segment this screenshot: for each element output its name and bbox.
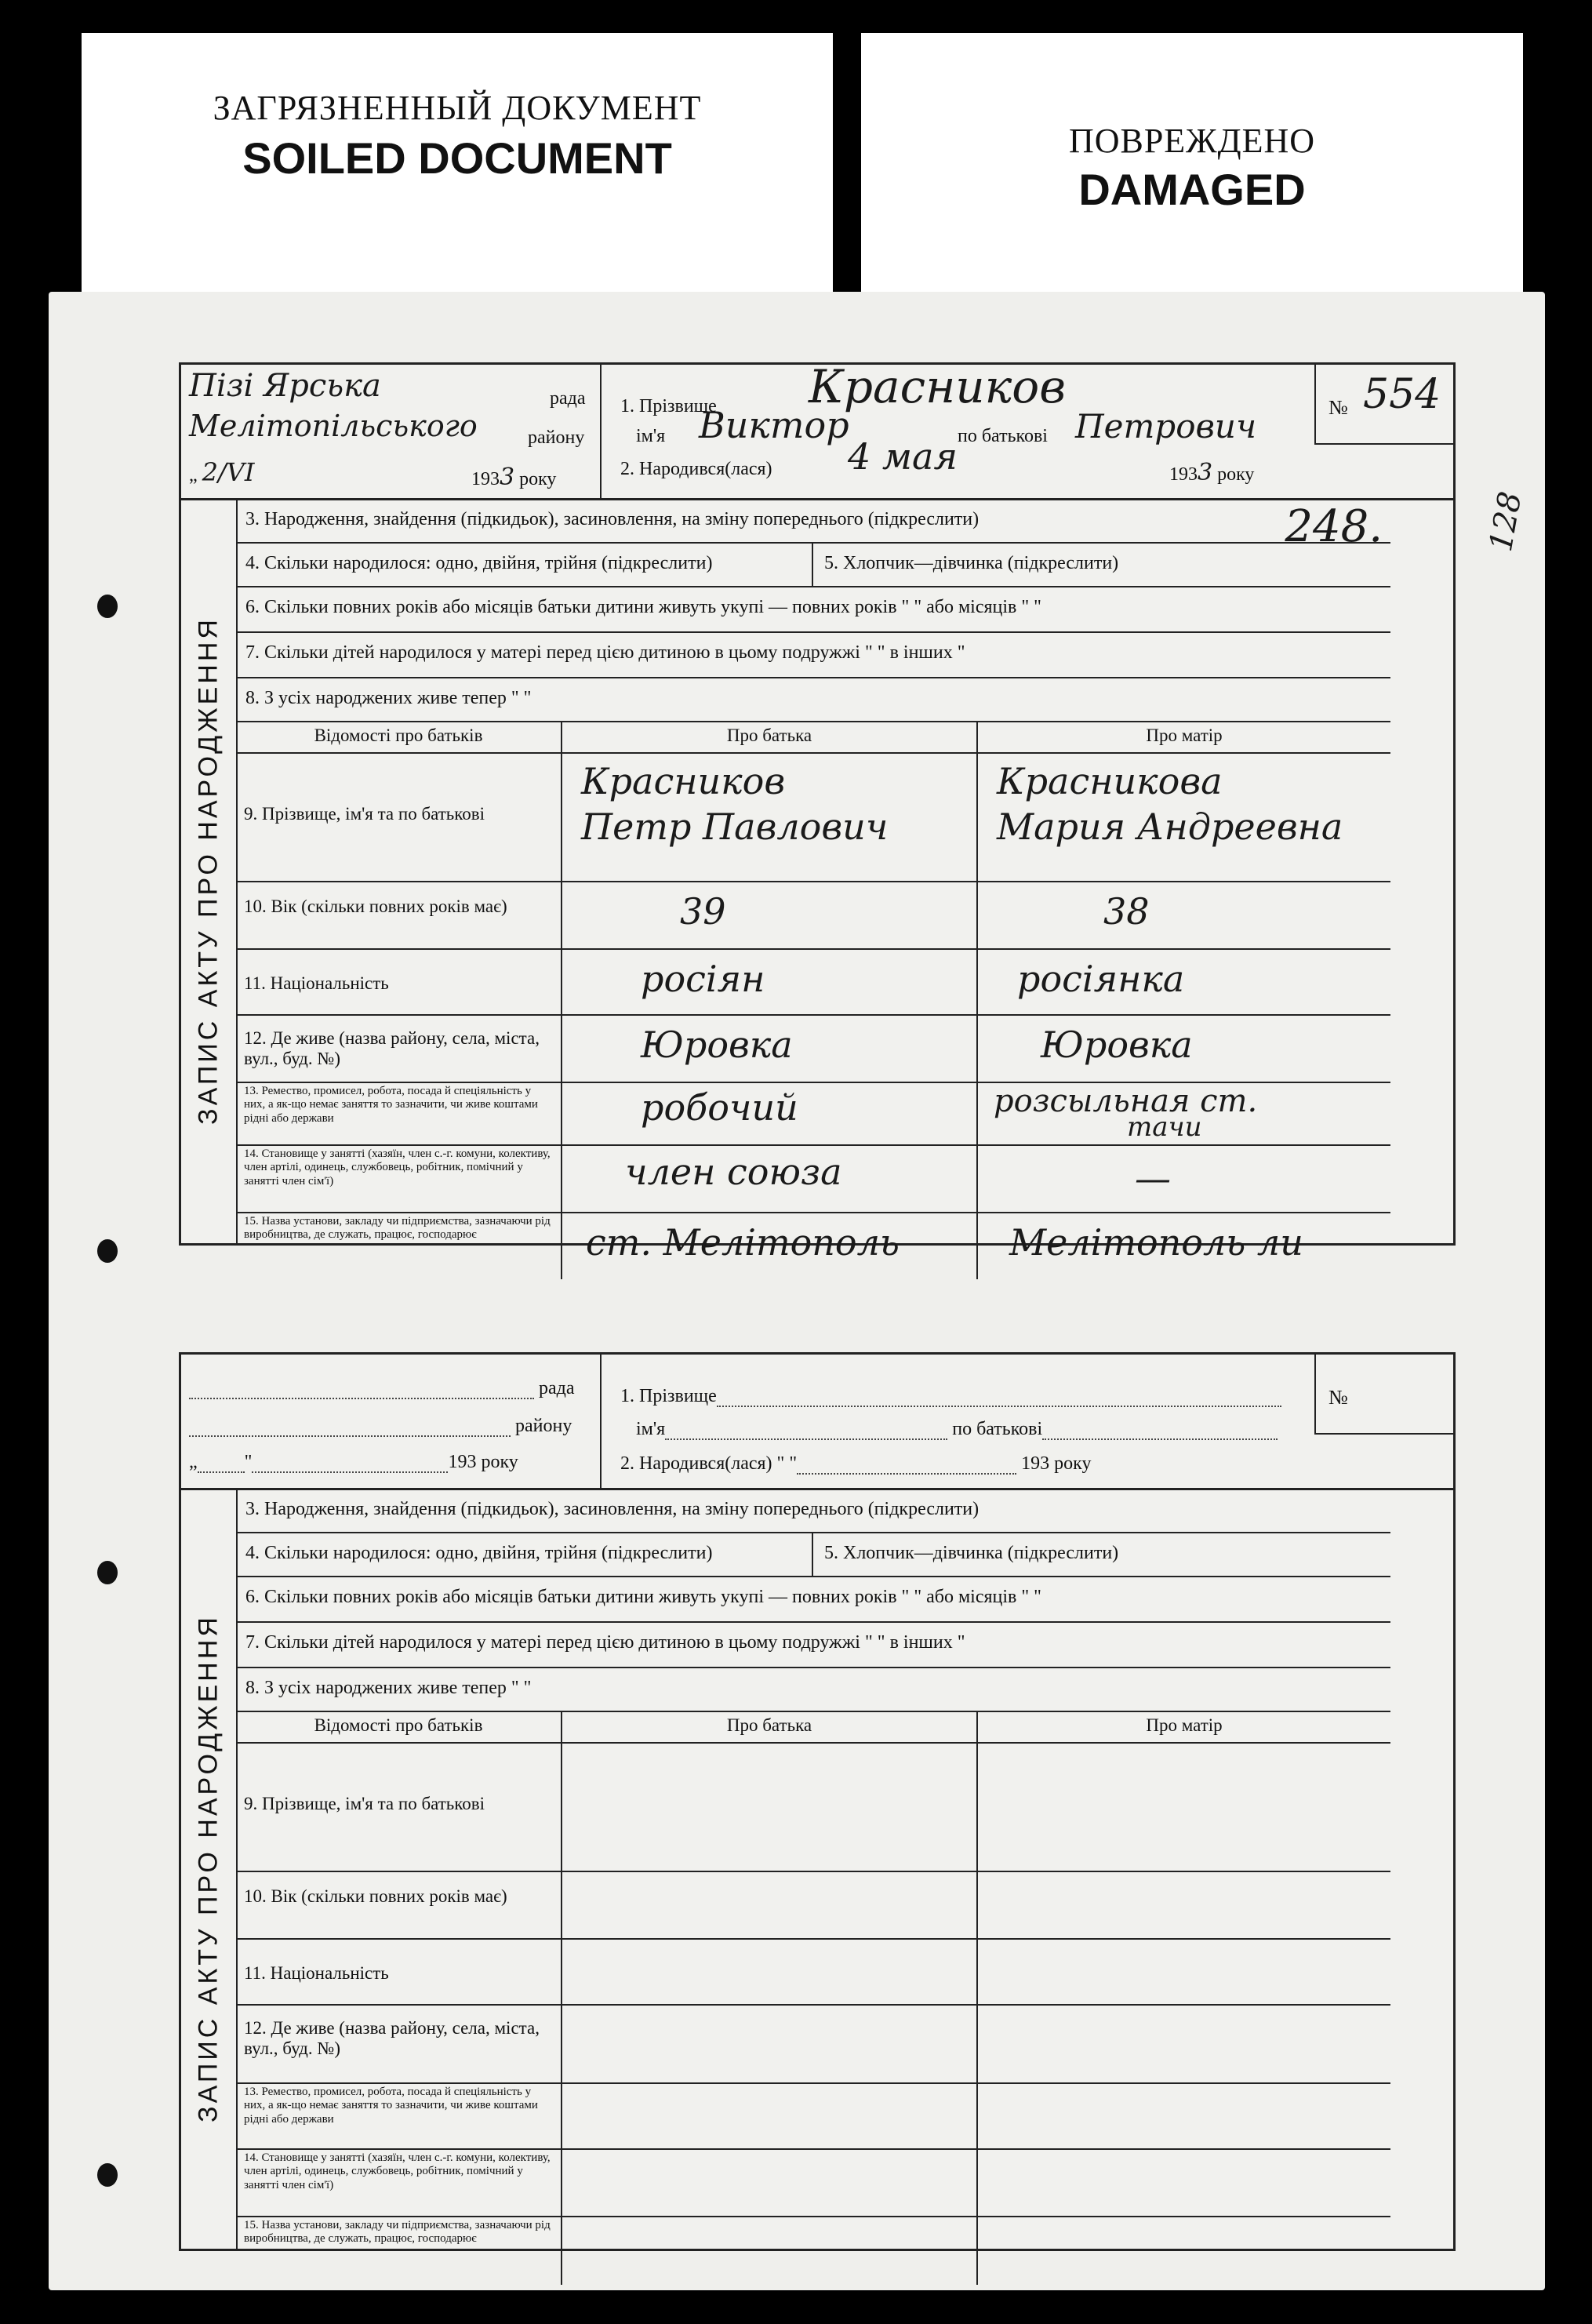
- parents-header: Відомості про батьків: [236, 721, 562, 754]
- child-patronymic: Петрович: [1075, 407, 1257, 446]
- damaged-label-ru: ПОВРЕЖДЕНО: [1068, 122, 1316, 160]
- birth-record-form-2: [179, 1352, 1456, 2251]
- mother-nationality-cell: росіянка: [978, 950, 1390, 1016]
- rada-line: рада: [189, 1378, 575, 1399]
- father-status-cell: член союза: [562, 1146, 978, 1213]
- father-occupation-cell: робочий: [562, 1083, 978, 1146]
- father-nationality-cell: росіян: [562, 950, 978, 1016]
- raion-value: Мелітопільського: [189, 409, 478, 443]
- record-number: 554: [1363, 371, 1441, 418]
- surname-line: 1. Прізвище Красников: [620, 360, 1066, 416]
- row-4-5: 4. Скільки народилося: одно, двійня, трійня (підкреслити) 5. Хлопчик—дівчинка (підкреслити): [236, 1532, 1390, 1577]
- mother-age-cell: 38: [978, 882, 1390, 950]
- mother-employer-cell: Мелітополь ли: [1009, 1221, 1303, 1264]
- q14-label: 14. Становище у занятті (хазяїн, член с.-г. комуни, колективу, член артілі, одинець, службовець, робітник, помічний у занятті член сім'ї): [236, 1146, 562, 1213]
- record-number-box: № 554: [1314, 365, 1453, 445]
- father-name-cell: [562, 754, 978, 882]
- name-line: ім'я Виктор по батькові Петрович: [636, 404, 1257, 446]
- parents-table: [236, 721, 1390, 1264]
- raion-line: [189, 409, 585, 448]
- row-6: 6. Скільки повних років або місяців батьки дитини живуть укупі — повних років " " або місяців " ": [236, 1576, 1390, 1623]
- child-block: 1. Прізвище ім'я по батькові 2. Народився(лася) " " 193 року: [620, 1362, 1296, 1480]
- form-header: [181, 1355, 1453, 1490]
- record-date: 2/VI: [202, 457, 255, 487]
- raion-label: району: [528, 427, 585, 448]
- father-age-cell: 39: [562, 882, 978, 950]
- damaged-document-label: [861, 33, 1523, 300]
- raion-line: району: [189, 1416, 572, 1437]
- row-3: 3. Народження, знайдення (підкидьок), засиновлення, на зміну попереднього (підкреслити): [236, 498, 1390, 544]
- form-header: [181, 360, 1453, 500]
- mother-status-cell: —: [978, 1146, 1390, 1213]
- side-title: ЗАПИС АКТУ ПРО НАРОДЖЕННЯ: [181, 1488, 238, 2249]
- q10-label: 10. Вік (скільки повних років має): [236, 882, 562, 950]
- damaged-label-en: DAMAGED: [1078, 165, 1306, 214]
- punch-hole: [97, 1239, 118, 1263]
- father-given-names: Петр Павлович: [581, 806, 889, 848]
- soiled-document-label: [82, 33, 833, 292]
- record-number-box: №: [1314, 1355, 1453, 1435]
- row-8: 8. З усіх народжених живе тепер " ": [245, 1678, 532, 1698]
- father-residence-cell: Юровка: [562, 1016, 978, 1083]
- record-year: 1933 року: [471, 464, 557, 491]
- rada-label: рада: [550, 388, 586, 409]
- father-header: Про батька: [562, 721, 978, 754]
- q13-label: 13. Ремество, промисел, робота, посада й спеціяльність у них, а як-що немає заняття то зазначити, чи живе коштами рідні або держави: [236, 1083, 562, 1146]
- child-surname: Красников: [809, 360, 1066, 413]
- birth-line: 2. Народився(лася) 4 мая 1933 року: [620, 435, 1255, 486]
- soiled-label-ru: ЗАГРЯЗНЕННЫЙ ДОКУМЕНТ: [213, 89, 702, 127]
- birth-date: 4 мая: [848, 435, 958, 478]
- row-7: 7. Скільки дітей народилося у матері перед цією дитиною в цьому подружжі " " в інших ": [236, 631, 1390, 678]
- date-line: „ 2/VI 1933 року: [189, 457, 557, 491]
- father-employer-cell: ст. Мелітополь: [562, 1213, 978, 1279]
- q9-label: 9. Прізвище, ім'я та по батькові: [236, 754, 562, 882]
- row-8: 8. З усіх народжених живе тепер " ": [245, 688, 532, 708]
- q12-label: 12. Де живе (назва району, села, міста, вул., буд. №): [236, 1016, 562, 1083]
- registry-office-block: [181, 365, 602, 498]
- punch-hole: [97, 1561, 118, 1584]
- child-block: [620, 360, 1296, 490]
- q11-label: 11. Національність: [236, 950, 562, 1016]
- registry-sequence-number: 248.: [1285, 501, 1383, 552]
- registry-office-block: [181, 1355, 602, 1488]
- mother-given-names: Мария Андреевна: [997, 806, 1343, 848]
- punch-hole: [97, 2163, 118, 2187]
- father-surname: Красников: [581, 760, 786, 802]
- rada-line: [189, 368, 586, 409]
- mother-residence-cell: Юровка: [978, 1016, 1390, 1083]
- row-3: 3. Народження, знайдення (підкидьок), засиновлення, на зміну попереднього (підкреслити): [236, 1488, 1390, 1533]
- side-title: ЗАПИС АКТУ ПРО НАРОДЖЕННЯ: [181, 498, 238, 1243]
- soiled-label-en: SOILED DOCUMENT: [242, 133, 672, 183]
- child-name: Виктор: [699, 404, 849, 446]
- rada-value: Пізі Ярська: [189, 368, 381, 404]
- mother-header: Про матір: [978, 721, 1390, 754]
- margin-number: 128: [1482, 489, 1529, 555]
- document-sheet: [49, 292, 1545, 2290]
- row-4-5: 4. Скільки народилося: одно, двійня, трійня (підкреслити) 5. Хлопчик—дівчинка (підкреслити): [236, 542, 1390, 587]
- mother-surname: Красникова: [997, 760, 1223, 802]
- mother-name-cell: [978, 754, 1390, 882]
- punch-hole: [97, 595, 118, 618]
- parents-table: Відомості про батьків Про батька Про матір 9. Прізвище, ім'я та по батькові 10. Вік (скільки повних років має) 11. Національність 12. Де живе (назва району, села, міста, вул., буд. №) 13. Ремество, промисел, робота, посада й спеціяльність у них, а як-що немає заняття то зазначити, чи живе коштами рідні або держави 14. Становище у занятті (хазяїн, член с.-г. комуни, колективу, член артілі, одинець, службовець, робітник, помічний у занятті член сім'ї) 15. Назва установи, закладу чи підприємства, зазначаючи рід виробництва, де служать, працює, господарює: [236, 1711, 1390, 2249]
- row-6: 6. Скільки повних років або місяців батьки дитини живуть укупі — повних років " " або місяців " ": [236, 586, 1390, 633]
- birth-year: 1933 року: [1169, 459, 1255, 486]
- q15-label: 15. Назва установи, закладу чи підприємства, зазначаючи рід виробництва, де служать, працює, господарює: [236, 1213, 562, 1279]
- date-line: „ " 193 року: [189, 1452, 518, 1472]
- row-7: 7. Скільки дітей народилося у матері перед цією дитиною в цьому подружжі " " в інших ": [236, 1621, 1390, 1668]
- mother-occupation-cell: розсыльная ст. тачи: [978, 1083, 1390, 1146]
- birth-record-form-1: [179, 360, 1456, 1264]
